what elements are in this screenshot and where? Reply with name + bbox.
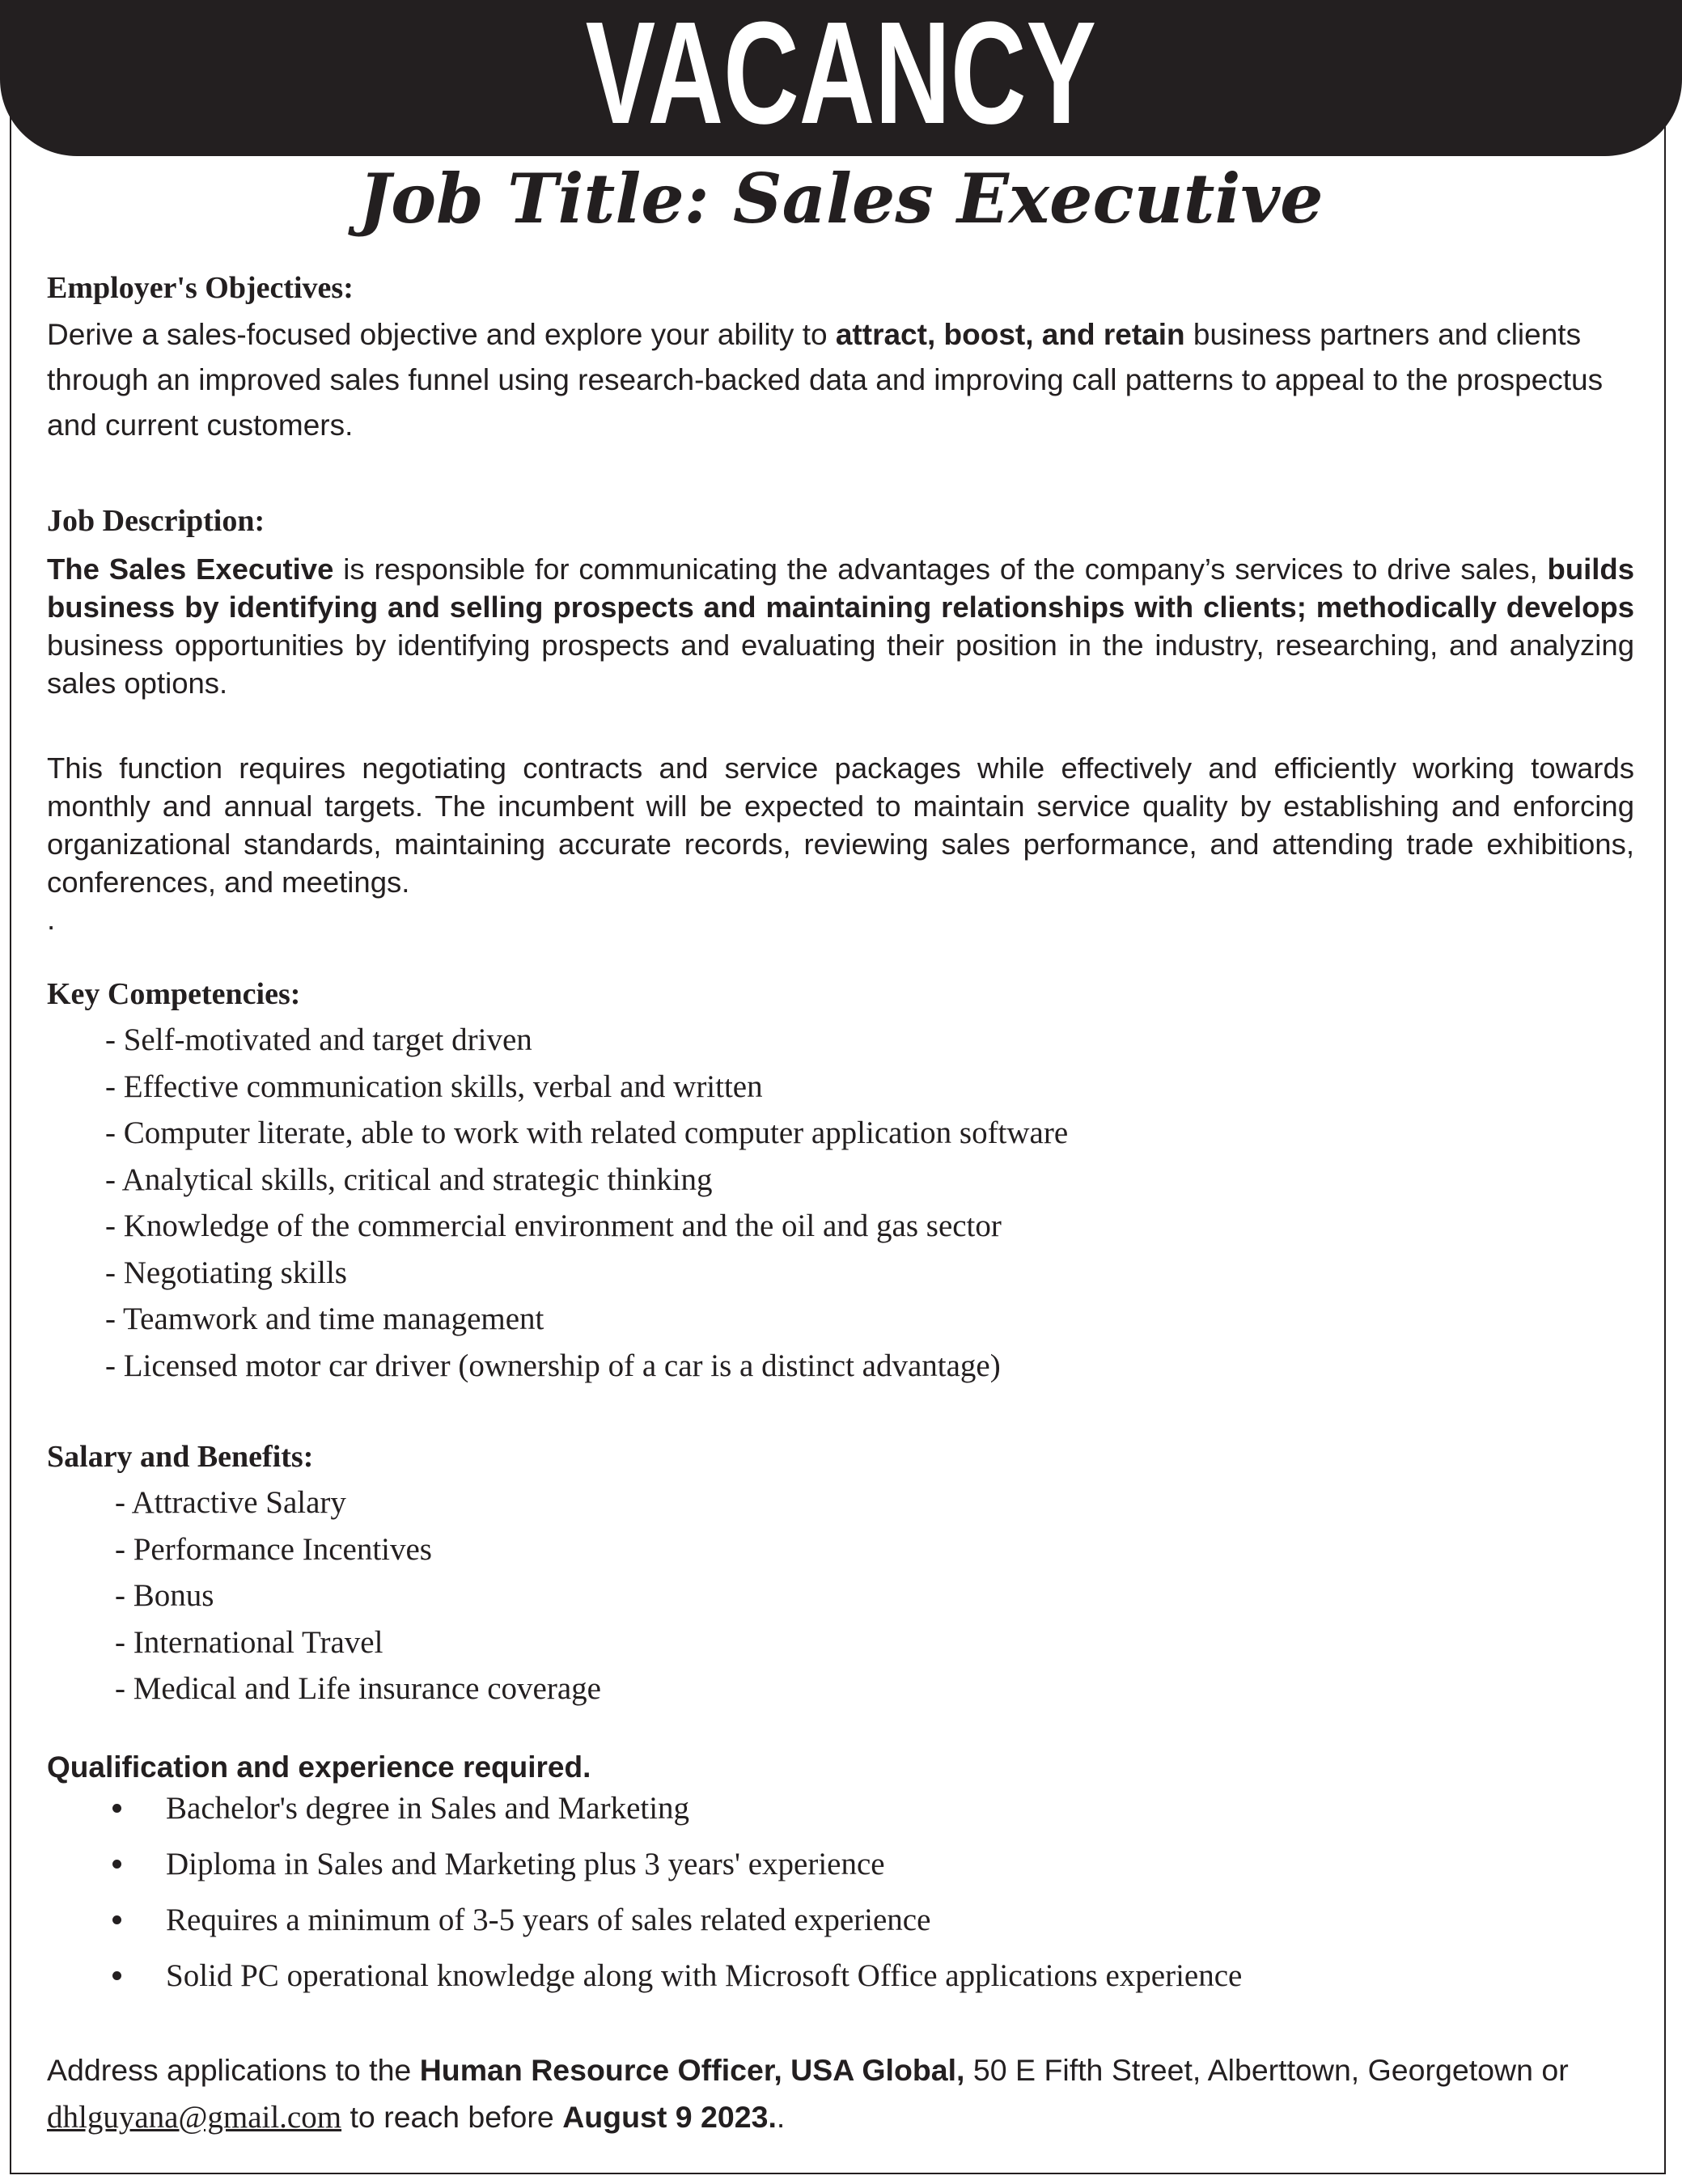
job-description-paragraph-2: This function requires negotiating contracts and service packages while effectively and efficiently working towards monthly and annual targets. The incumbent will be expected to maintain service quality by establishing and enforcing organizational standards, maintaining accurate records, reviewing sales performance, and attending trade exhibitions, conferences, and meetings. [47, 751, 1634, 899]
salary-heading: Salary and Benefits: [47, 1440, 314, 1474]
job-description-heading: Job Description: [47, 504, 265, 538]
bullet-icon [112, 1860, 121, 1869]
objectives-heading: Employer's Objectives: [47, 271, 354, 305]
list-item: Solid PC operational knowledge along with Microsoft Office applications experience [47, 1948, 1634, 2004]
list-item: Bachelor's degree in Sales and Marketing [47, 1780, 1634, 1836]
list-item: Requires a minimum of 3-5 years of sales related experience [47, 1892, 1634, 1948]
salary-section [47, 1437, 1634, 1712]
job-description-section [47, 502, 1634, 936]
qualification-heading: Qualification and experience required. [47, 1750, 591, 1784]
recipient: Human Resource Officer, USA Global, [419, 2053, 965, 2087]
email-link[interactable]: dhlguyana@gmail.com [47, 2100, 342, 2135]
vacancy-banner [0, 0, 1682, 156]
job-title: Job Title: Sales Executive [358, 159, 1324, 239]
banner-label: VACANCY [585, 0, 1097, 154]
list-item: - Performance Incentives [115, 1531, 432, 1567]
qualification-section [47, 1748, 1634, 2004]
job-description-paragraph-1: The Sales Executive is responsible for communicating the advantages of the company’s services to drive sales, builds business by identifying and selling prospects and maintaining relationships with clients; methodically develops business opportunities by identifying prospects and evaluating their position in the industry, researching, and analyzing sales options. [47, 552, 1634, 700]
list-item: - Bonus [115, 1578, 214, 1613]
objectives-section [47, 269, 1634, 448]
qualification-list [47, 1780, 1634, 2004]
competencies-section [47, 975, 1634, 1389]
bullet-icon [112, 1915, 121, 1924]
list-item: - Teamwork and time management [105, 1302, 544, 1336]
list-item: - Licensed motor car driver (ownership of a car is a distinct advantage) [105, 1348, 1001, 1383]
competencies-list [105, 1017, 1634, 1389]
list-item: Diploma in Sales and Marketing plus 3 years' experience [47, 1836, 1634, 1892]
list-item: - International Travel [115, 1624, 383, 1660]
deadline: August 9 2023. [562, 2100, 777, 2134]
list-item: - Attractive Salary [115, 1485, 346, 1520]
list-item: - Knowledge of the commercial environment and the oil and gas sector [105, 1208, 1002, 1243]
list-item: - Negotiating skills [105, 1255, 347, 1290]
list-item: - Medical and Life insurance coverage [115, 1671, 601, 1706]
list-item: - Self-motivated and target driven [105, 1022, 532, 1057]
list-item: - Analytical skills, critical and strategic thinking [105, 1162, 713, 1197]
list-item: - Effective communication skills, verbal and written [105, 1069, 763, 1104]
list-item: - Computer literate, able to work with related computer application software [105, 1115, 1069, 1150]
objectives-text: Derive a sales-focused objective and explore your ability to attract, boost, and retain business partners and clients through an improved sales funnel using research-backed data and improving call patterns to appeal to the prospectus and current customers. [47, 318, 1604, 442]
bullet-icon [112, 1804, 121, 1813]
address-section [47, 2046, 1634, 2141]
objectives-emphasis: attract, boost, and retain [835, 318, 1185, 351]
address-text: Address applications to the Human Resource Officer, USA Global, 50 E Fifth Street, Alberttown, Georgetown or dhlguyana@gmail.com to reach before August 9 2023.. [47, 2053, 1569, 2135]
stray-dot: . [47, 903, 56, 936]
bullet-icon [112, 1971, 121, 1980]
competencies-heading: Key Competencies: [47, 977, 301, 1011]
salary-list [115, 1479, 1634, 1712]
